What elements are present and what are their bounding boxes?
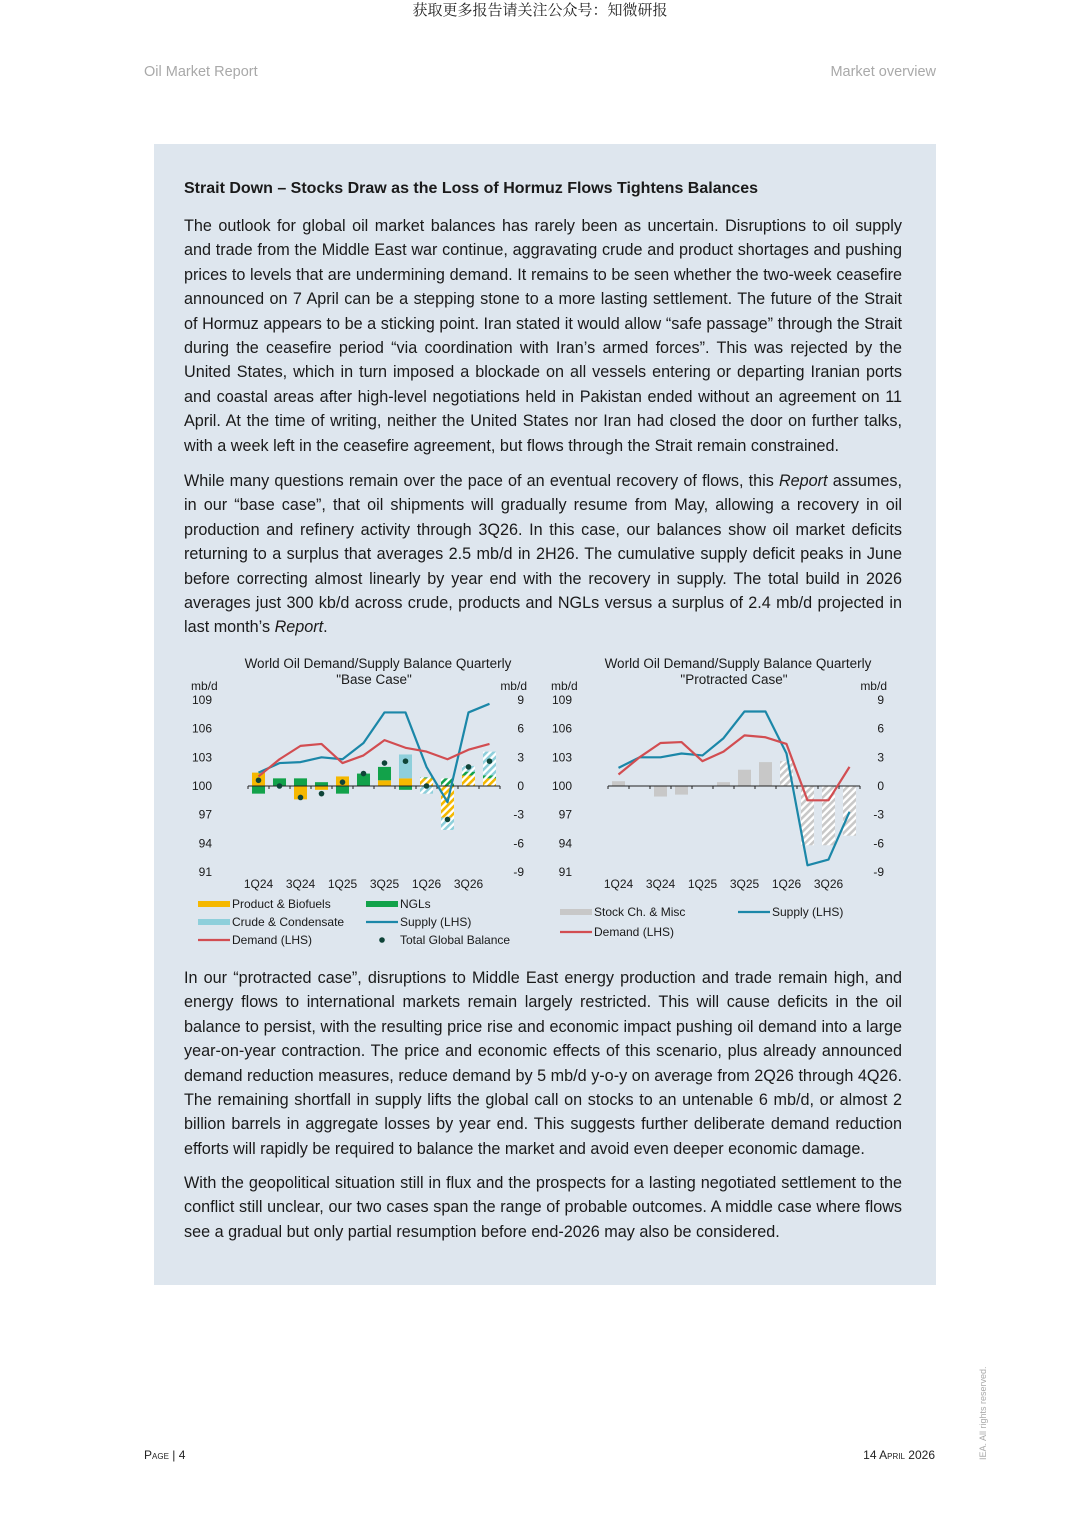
- bar-product-biofuels: [378, 780, 391, 786]
- report-italic-2: Report: [274, 618, 324, 637]
- bar-ngls: [252, 786, 265, 794]
- y-tick-label-right: -6: [513, 836, 524, 851]
- bar-ngls: [378, 767, 391, 780]
- y-tick-label-left: 97: [198, 807, 212, 822]
- chart-subtitle: "Base Case": [336, 672, 412, 687]
- legend-label-supply-lhs: Supply (LHS): [400, 915, 472, 929]
- paragraph-2: [184, 469, 902, 640]
- y-tick-label-right: -3: [873, 807, 884, 822]
- bar-ngls: [315, 782, 328, 786]
- y-tick-label-left: 109: [551, 693, 572, 707]
- x-tick-label: 3Q24: [285, 877, 316, 891]
- page-number-value: 4: [178, 1448, 186, 1462]
- bar-product-biofuels: [462, 775, 475, 786]
- report-title: Oil Market Report: [144, 64, 258, 80]
- y-tick-label-left: 100: [191, 779, 212, 793]
- x-tick-label: 1Q24: [603, 877, 634, 891]
- y-tick-label-left: 94: [558, 836, 572, 851]
- section-title: Market overview: [830, 64, 936, 80]
- chart-title: World Oil Demand/Supply Balance Quarterly: [604, 656, 872, 671]
- y-tick-label-left: 94: [198, 836, 212, 851]
- x-tick-label: 1Q26: [411, 877, 442, 891]
- y-tick-label-right: -3: [513, 807, 524, 822]
- legend-label-supply-lhs: Supply (LHS): [772, 905, 844, 919]
- bar-ngls: [462, 772, 475, 776]
- paragraph-1: The outlook for global oil market balances has rarely been as uncertain. Disruptions to oil supply and trade from the Middle East war continue, aggravating crude and product shortages and pushing prices to levels that are undermining demand. It remains to be seen whether the two-week ceasefire announced on 7 April can be a stepping stone to a more lasting settlement. The future of the Strait of Hormuz appears to be a sticking point. Iran stated it would allow “safe passage” through the Strait during the ceasefire period “via coordination with Iran’s armed forces”. This was rejected by the United States, which in turn imposed a blockade on all vessels entering or departing Iranian ports and coastal areas after high-level negotiations held in Pakistan ended without an agreement on 11 April. At the time of writing, neither the United States nor Iran had closed the door on further talks, with a week left in the ceasefire agreement, but flows through the Strait remain constrained.: [184, 217, 902, 455]
- legend-swatch-ngls: [366, 901, 398, 907]
- legend-label-crude-condensate: Crude & Condensate: [232, 915, 345, 929]
- total-balance-dot: [466, 764, 472, 770]
- y-tick-label-right: 3: [517, 750, 524, 765]
- paragraph-3: In our “protracted case”, disruptions to Middle East energy production and trade remain high, and energy flows to international markets remain largely restricted. This will cause deficits in the oil balance to persist, with the resulting price rise and economic impact pushing oil demand into a large year-on-year contraction. The price and economic effects of this scenario, plus already announced demand reduction measures, reduce demand by 5 mb/d y-o-y on average from 2Q26 through 4Q26. The remaining shortfall in supply lifts the global call on stocks to an untenable 6 mb/d, or almost 2 billion barrels in aggregate losses by year end. This suggests further deliberate demand reduction efforts will rapidly be required to balance the market and avoid even deeper economic damage.: [184, 969, 902, 1158]
- line-demand-lhs-: [619, 735, 850, 800]
- y-tick-label-left: 97: [558, 807, 572, 822]
- legend-label-demand-lhs: Demand (LHS): [232, 933, 313, 947]
- bar-stock-ch-misc: [675, 786, 688, 795]
- y-tick-label-left: 91: [198, 865, 212, 879]
- box-title: Strait Down – Stocks Draw as the Loss of Hormuz Flows Tightens Balances: [184, 180, 759, 197]
- rights-note: IEA. All rights reserved.: [978, 1366, 988, 1460]
- chart-subtitle: "Protracted Case": [680, 672, 788, 687]
- legend-swatch-total-global-balance: [379, 937, 385, 943]
- y-tick-label-right: -9: [513, 865, 524, 879]
- feature-box: [154, 144, 936, 1285]
- total-balance-dot: [319, 791, 325, 797]
- legend-swatch-crude-condensate: [198, 919, 230, 925]
- bar-stock-ch-misc: [843, 786, 856, 836]
- bar-ngls: [336, 786, 349, 794]
- x-tick-label: 3Q26: [813, 877, 844, 891]
- report-italic-1: Report: [778, 472, 828, 490]
- y-tick-label-right: 0: [517, 779, 524, 793]
- bar-stock-ch-misc: [717, 782, 730, 786]
- bar-ngls: [399, 786, 412, 790]
- bar-product-biofuels: [399, 778, 412, 786]
- legend-swatch-stock-ch-misc: [560, 909, 592, 915]
- x-tick-label: 3Q24: [645, 877, 676, 891]
- y-tick-label-right: 6: [877, 721, 884, 736]
- y-axis-label-left: mb/d: [551, 679, 578, 693]
- page-number: Page | 4: [144, 1448, 186, 1462]
- bar-stock-ch-misc: [759, 762, 772, 786]
- page-label: Page: [144, 1448, 169, 1462]
- y-tick-label-left: 100: [551, 779, 572, 793]
- y-tick-label-right: -6: [873, 836, 884, 851]
- x-tick-label: 1Q24: [243, 877, 274, 891]
- bar-ngls: [294, 778, 307, 786]
- legend-label-demand-lhs: Demand (LHS): [594, 925, 675, 939]
- total-balance-dot: [277, 783, 283, 789]
- total-balance-dot: [403, 758, 409, 764]
- total-balance-dot: [487, 758, 493, 764]
- y-tick-label-right: 6: [517, 721, 524, 736]
- y-axis-label-right: mb/d: [860, 679, 887, 693]
- bar-ngls: [483, 775, 496, 778]
- bar-product-biofuels: [315, 786, 328, 790]
- bar-crude-condensate: [399, 754, 412, 778]
- y-tick-label-left: 106: [191, 721, 212, 736]
- bar-product-biofuels: [483, 778, 496, 786]
- y-tick-label-right: 9: [877, 693, 884, 707]
- y-tick-label-right: 0: [877, 779, 884, 793]
- x-tick-label: 3Q25: [369, 877, 400, 891]
- chart-protracted-case: [542, 652, 906, 952]
- legend-label-total-global-balance: Total Global Balance: [400, 933, 511, 947]
- total-balance-dot: [445, 817, 451, 823]
- report-date: 14 April 2026: [863, 1448, 935, 1462]
- paragraph-4: With the geopolitical situation still in flux and the prospects for a lasting negotiated settlement to the conflict still unclear, our two cases span the range of probable outcomes. A middle case where flows see a gradual but only partial resumption before end-2026 may also be considered.: [184, 1174, 902, 1241]
- total-balance-dot: [424, 783, 430, 789]
- total-balance-dot: [340, 779, 346, 785]
- y-tick-label-left: 106: [551, 721, 572, 736]
- y-tick-label-left: 91: [558, 865, 572, 879]
- chart-base-case: [182, 652, 546, 952]
- x-tick-label: 1Q25: [327, 877, 358, 891]
- total-balance-dot: [382, 760, 388, 766]
- promo-banner: 获取更多报告请关注公众号：知微研报: [412, 1, 668, 19]
- legend-label-ngls: NGLs: [400, 897, 431, 911]
- x-tick-label: 1Q25: [687, 877, 718, 891]
- y-tick-label-right: 9: [517, 693, 524, 707]
- total-balance-dot: [361, 771, 367, 777]
- paragraph-2-a: While many questions remain over the pace of an eventual recovery of flows, this: [184, 472, 779, 490]
- y-tick-label-right: -9: [873, 865, 884, 879]
- x-tick-label: 3Q25: [729, 877, 760, 891]
- bar-stock-ch-misc: [738, 770, 751, 786]
- x-tick-label: 1Q26: [771, 877, 802, 891]
- total-balance-dot: [298, 795, 304, 801]
- total-balance-dot: [256, 777, 262, 783]
- y-tick-label-left: 109: [191, 693, 212, 707]
- paragraph-2-b: assumes, in our “base case”, that oil shipments will gradually resume from May, allowing a recovery in oil production and refinery activity through 3Q26. In this case, our balances show oil market deficits returning to a surplus that averages 2.5 mb/d in 2H26. The cumulative supply deficit peaks in June before correcting almost linearly by year end with the recovery in supply. The total build in 2026 averages just 300 kb/d across crude, products and NGLs versus a surplus of 2.4 mb/d projected in last month’s: [184, 472, 902, 637]
- y-tick-label-left: 103: [551, 750, 572, 765]
- legend-label-stock-ch-misc: Stock Ch. & Misc: [594, 905, 686, 919]
- legend-swatch-product-biofuels: [198, 901, 230, 907]
- chart-title: World Oil Demand/Supply Balance Quarterly: [244, 656, 512, 671]
- x-tick-label: 3Q26: [453, 877, 484, 891]
- y-tick-label-right: 3: [877, 750, 884, 765]
- bar-stock-ch-misc: [612, 781, 625, 786]
- y-axis-label-left: mb/d: [191, 679, 218, 693]
- legend-label-product-biofuels: Product & Biofuels: [232, 897, 331, 911]
- y-axis-label-right: mb/d: [500, 679, 527, 693]
- bar-ngls: [420, 777, 433, 778]
- y-tick-label-left: 103: [191, 750, 212, 765]
- bar-stock-ch-misc: [654, 786, 667, 797]
- paragraph-2-c: .: [323, 618, 328, 637]
